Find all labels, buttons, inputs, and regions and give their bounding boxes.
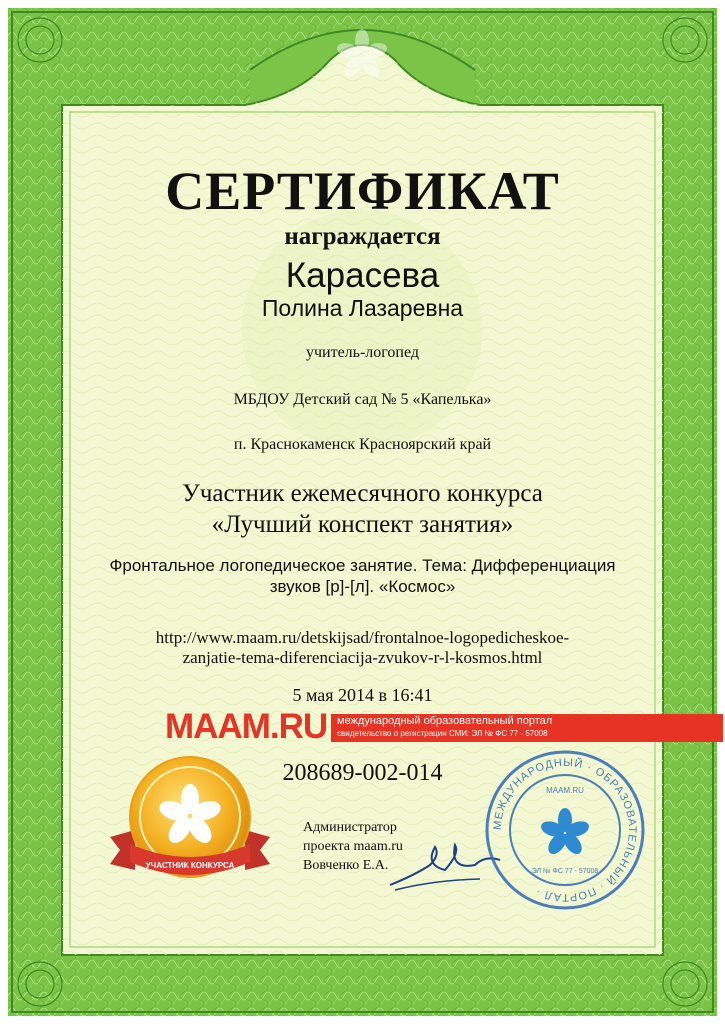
stamp-registration: ЭЛ № ФС 77 - 57008 — [531, 868, 599, 875]
registration-text: свидетельство о регистрации СМИ: ЭЛ № ФС 77 - 57008 — [337, 729, 548, 738]
awarded-label: награждается — [284, 223, 441, 250]
recipient-organization: МБДОУ Детский сад № 5 «Капелька» — [233, 391, 492, 408]
certificate-number: 208689-002-014 — [282, 760, 443, 786]
work-url-line2[interactable]: zanjatie-tema-diferenciacija-zvukov-r-l-kosmos.html — [182, 648, 543, 667]
signature-line1: Администратор — [303, 820, 397, 835]
certificate-title: СЕРТИФИКАТ — [165, 161, 560, 221]
medal-ribbon-text: УЧАСТНИК КОНКУРСА — [145, 861, 235, 870]
signature-line3: Вовченко Е.А. — [303, 858, 389, 873]
issue-date: 5 мая 2014 в 16:41 — [292, 685, 433, 705]
recipient-position: учитель-логопед — [305, 344, 420, 361]
medal-icon — [105, 752, 275, 892]
stamp-ring-text: МЕЖДУНАРОДНЫЙ · ОБРАЗОВАТЕЛЬНЫЙ · ПОРТАЛ · — [491, 756, 639, 904]
contest-title-line2: «Лучший конспект занятия» — [211, 511, 514, 538]
work-topic-line2: звуков [р]-[л]. «Космос» — [269, 577, 456, 596]
portal-banner — [331, 714, 723, 742]
signature-line2: проекта maam.ru — [303, 839, 403, 854]
recipient-location: п. Краснокаменск Красноярский край — [233, 436, 492, 453]
portal-text: международный образовательный портал — [337, 715, 553, 727]
recipient-given-names: Полина Лазаревна — [261, 295, 464, 321]
stamp-inner-text: MAAM.RU — [546, 786, 584, 795]
recipient-surname: Карасева — [285, 256, 440, 295]
work-topic-line1: Фронтальное логопедическое занятие. Тема: Дифференциация — [109, 556, 616, 575]
maam-brand: MAAM.RU — [165, 707, 328, 746]
contest-title-line1: Участник ежемесячного конкурса — [182, 480, 543, 507]
work-url-line1[interactable]: http://www.maam.ru/detskijsad/frontalnoe-logopedicheskoe- — [155, 628, 570, 647]
official-stamp — [480, 745, 650, 915]
